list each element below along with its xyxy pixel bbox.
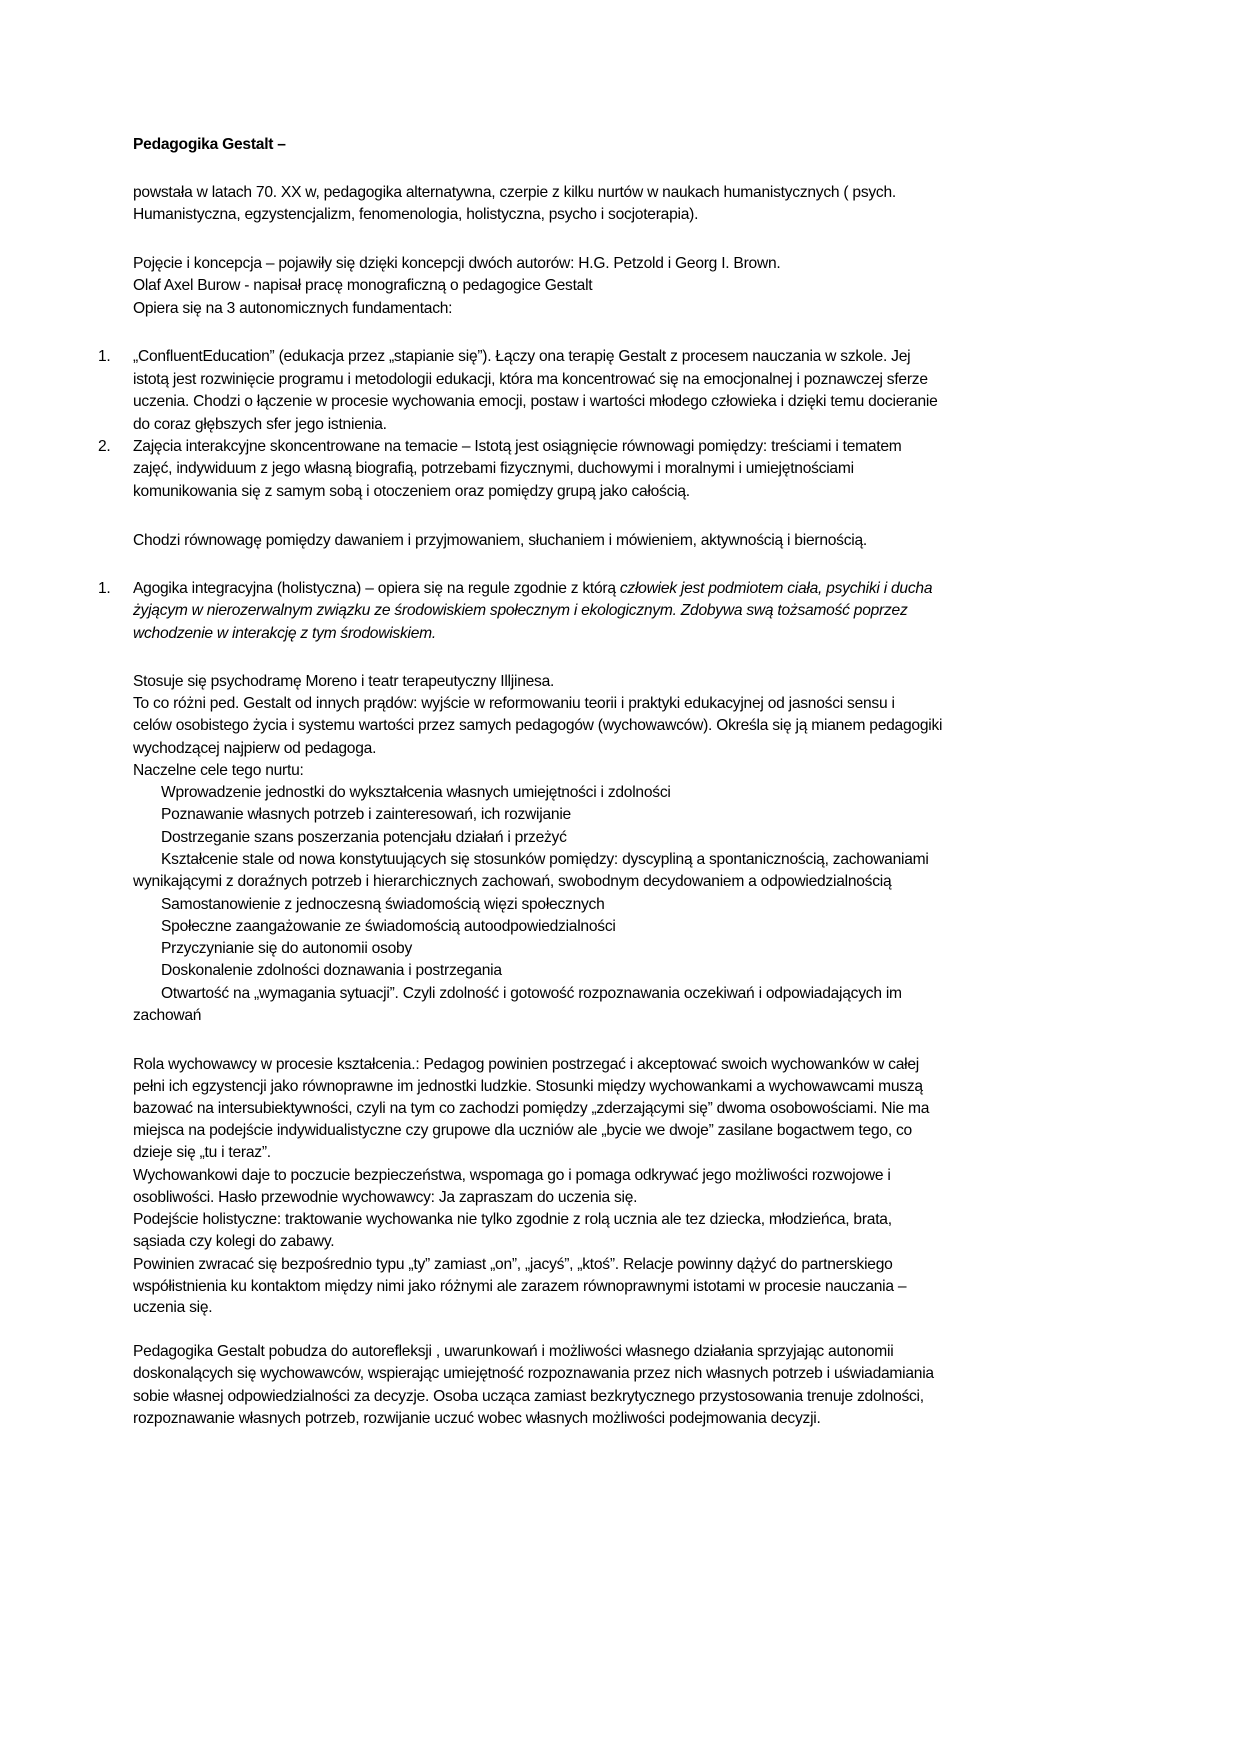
italic-text: wchodzenie w interakcję z tym środowiskiem. [133, 625, 436, 642]
text-line [133, 183, 896, 203]
text-line [161, 939, 412, 959]
line-text: uczenia. Chodzi o łączenie w procesie wychowania emocji, postaw i wartości młodego człowieka i dzięki temu docieranie [133, 393, 938, 410]
text-line [161, 961, 502, 981]
line-text: Wprowadzenie jednostki do wykształcenia własnych umiejętności i zdolności [161, 784, 671, 801]
text-line [161, 783, 671, 803]
text-line [133, 392, 938, 412]
line-text: Rola wychowawcy w procesie kształcenia.: Pedagog powinien postrzegać i akceptować swoich wychowanków w całej [133, 1056, 919, 1073]
line-text: współistnienia ku kontaktom między nimi jako różnymi ale zarazem równoprawnymi istotami w procesie nauczania – [133, 1278, 907, 1295]
text-line [133, 1342, 893, 1362]
text-line [133, 415, 387, 435]
line-text: miejsca na podejście indywidualistyczne czy grupowe dla uczniów ale „bycie we dwoje” zasilane bogactwem tego, co [133, 1122, 912, 1139]
line-text: Podejście holistyczne: traktowanie wychowanka nie tylko zgodnie z rolą ucznia ale tez dziecka, młodzieńca, brata, [133, 1211, 892, 1228]
text-line [133, 299, 452, 319]
list-number: 1. [98, 348, 111, 365]
line-text: dzieje się „tu i teraz”. [133, 1144, 271, 1161]
text-line [161, 984, 902, 1004]
line-text: istotą jest rozwinięcie programu i metodologii edukacji, która ma koncentrować się na emocjonalnej i poznawczej sferze [133, 371, 928, 388]
line-text: Poznawanie własnych potrzeb i zainteresowań, ich rozwijanie [161, 806, 571, 823]
text-line [133, 1188, 637, 1208]
text-line [133, 1210, 892, 1230]
text-line [133, 1166, 891, 1186]
line-text: Przyczynianie się do autonomii osoby [161, 940, 413, 957]
text-line [133, 1006, 201, 1026]
text-line [133, 1232, 334, 1252]
line-text: Pedagogika Gestalt – [133, 136, 286, 153]
line-text: Olaf Axel Burow - napisał pracę monograficzną o pedagogice Gestalt [133, 277, 593, 294]
line-text: uczenia się. [133, 1299, 213, 1316]
line-text: To co różni ped. Gestalt od innych prądów: wyjście w reformowaniu teorii i praktyki edukacyjnej od jasności sensu i [133, 695, 895, 712]
text-line [133, 205, 698, 225]
line-text: Wychowankowi daje to poczucie bezpieczeństwa, wspomaga go i pomaga odkrywać jego możliwości rozwojowe i [133, 1167, 891, 1184]
text-line [133, 672, 554, 692]
italic-text: żyjącym w nierozerwalnym związku ze środowiskiem społecznym i ekologicznym. Zdobywa swą tożsamość poprzez [133, 602, 908, 619]
text-line [161, 917, 616, 937]
text-line [133, 1277, 906, 1297]
line-text: zajęć, indywiduum z jego własną biografią, potrzebami fizycznymi, duchowymi i moralnymi i umiejętnościami [133, 460, 854, 477]
line-text: Otwartość na „wymagania sytuacji”. Czyli zdolność i gotowość rozpoznawania oczekiwań i odpowiadających im [161, 985, 902, 1002]
text-line [133, 531, 867, 551]
line-text: Powinien zwracać się bezpośrednio typu „ty” zamiast „on”, „jacyś”, „ktoś”. Relacje powinny dążyć do partnerskiego [133, 1256, 893, 1273]
line-text: do coraz głębszych sfer jego istnienia. [133, 416, 387, 433]
line-text: Opiera się na 3 autonomicznych fundamentach: [133, 300, 453, 317]
text-line [161, 805, 571, 825]
document-title [133, 135, 286, 155]
text-line [133, 459, 854, 479]
text-line [133, 1055, 919, 1075]
line-text: powstała w latach 70. XX w, pedagogika alternatywna, czerpie z kilku nurtów w naukach humanistycznych ( psych. [133, 184, 896, 201]
text-line [133, 1409, 821, 1429]
line-text: Humanistyczna, egzystencjalizm, fenomenologia, holistyczna, psycho i socjoterapia). [133, 206, 699, 223]
line-text: pełni ich egzystencji jako równoprawne im jednostki ludzkie. Stosunki między wychowankami a wychowawcami muszą [133, 1078, 923, 1095]
numbered-list-item-line [98, 437, 902, 457]
line-text: Stosuje się psychodramę Moreno i teatr terapeutyczny Illjinesa. [133, 673, 555, 690]
line-text: Doskonalenie zdolności doznawania i postrzegania [161, 962, 502, 979]
text-line [133, 1099, 929, 1119]
list-number: 1. [98, 580, 111, 597]
line-text: Dostrzeganie szans poszerzania potencjału działań i przeżyć [161, 829, 567, 846]
line-text: Społeczne zaangażowanie ze świadomością autoodpowiedzialności [161, 918, 616, 935]
text-line [133, 370, 928, 390]
line-text: wychodzącej najpierw od pedagoga. [133, 740, 377, 757]
list-number: 2. [98, 438, 111, 455]
line-text: celów osobistego życia i systemu wartości przez samych pedagogów (wychowawców). Określa się ją mianem pedagogiki [133, 717, 943, 734]
text-line [133, 694, 895, 714]
text-line [133, 872, 891, 892]
text-line [133, 624, 436, 644]
italic-text: człowiek jest podmiotem ciała, psychiki i ducha [619, 580, 933, 597]
line-text: Kształcenie stale od nowa konstytuujących się stosunków pomiędzy: dyscypliną a spontanicznością, zachowaniami [161, 851, 929, 868]
line-text: zachowań [133, 1007, 202, 1024]
line-text: Zajęcia interakcyjne skoncentrowane na temacie – Istotą jest osiągnięcie równowagi pomiędzy: treściami i tematem [133, 438, 902, 455]
line-text: Pojęcie i koncepcja – pojawiły się dzięki koncepcji dwóch autorów: H.G. Petzold i Georg I. Brown. [133, 255, 781, 272]
line-text: Pedagogika Gestalt pobudza do autorefleksji , uwarunkowań i możliwości własnego działania sprzyjając autonomii [133, 1343, 894, 1360]
text-line [133, 1077, 923, 1097]
line-text: Naczelne cele tego nurtu: [133, 762, 304, 779]
numbered-list-item-line [98, 579, 933, 599]
line-text: bazować na intersubiektywności, czyli na tym co zachodzi pomiędzy „zderzającymi się” dwoma osobowościami. Nie ma [133, 1100, 930, 1117]
line-text: sąsiada czy kolegi do zabawy. [133, 1233, 335, 1250]
line-text: Chodzi równowagę pomiędzy dawaniem i przyjmowaniem, słuchaniem i mówieniem, aktywnością i biernością. [133, 532, 867, 549]
text-line [133, 276, 592, 296]
line-text: osobliwości. Hasło przewodnie wychowawcy: Ja zapraszam do uczenia się. [133, 1189, 638, 1206]
text-line [133, 1298, 212, 1318]
text-line [133, 482, 690, 502]
text-line [161, 828, 567, 848]
line-text: wynikającymi z doraźnych potrzeb i hierarchicznych zachowań, swobodnym decydowaniem a odpowiedzialnością [133, 873, 892, 890]
line-text: „ConfluentEducation” (edukacja przez „stapianie się”). Łączy ona terapię Gestalt z procesem nauczania w szkole. Jej [133, 348, 911, 365]
line-text: doskonalących się wychowawców, wspierając umiejętność rozpoznawania przez nich własnych potrzeb i uświadamiania [133, 1365, 934, 1382]
line-text: komunikowania się z samym sobą i otoczeniem oraz pomiędzy grupą jako całością. [133, 483, 690, 500]
line-text: rozpoznawanie własnych potrzeb, rozwijanie uczuć wobec własnych możliwości podejmowania decyzji. [133, 1410, 821, 1427]
line-text: Samostanowienie z jednoczesną świadomością więzi społecznych [161, 896, 605, 913]
numbered-list-item-line [98, 347, 911, 367]
line-text: Agogika integracyjna (holistyczna) – opiera się na regule zgodnie z którą [133, 580, 620, 597]
text-line [133, 1143, 271, 1163]
text-line [133, 716, 942, 736]
text-line [133, 1364, 934, 1384]
text-line [161, 895, 605, 915]
text-line [133, 739, 376, 759]
text-line [133, 1255, 893, 1275]
line-text: sobie własnej odpowiedzialności za decyzje. Osoba ucząca zamiast bezkrytycznego przystosowania trenuje zdolności, [133, 1388, 924, 1405]
text-line [133, 1387, 924, 1407]
text-line [133, 601, 908, 621]
text-line [161, 850, 929, 870]
text-line [133, 1121, 912, 1141]
text-line [133, 761, 304, 781]
text-line [133, 254, 780, 274]
